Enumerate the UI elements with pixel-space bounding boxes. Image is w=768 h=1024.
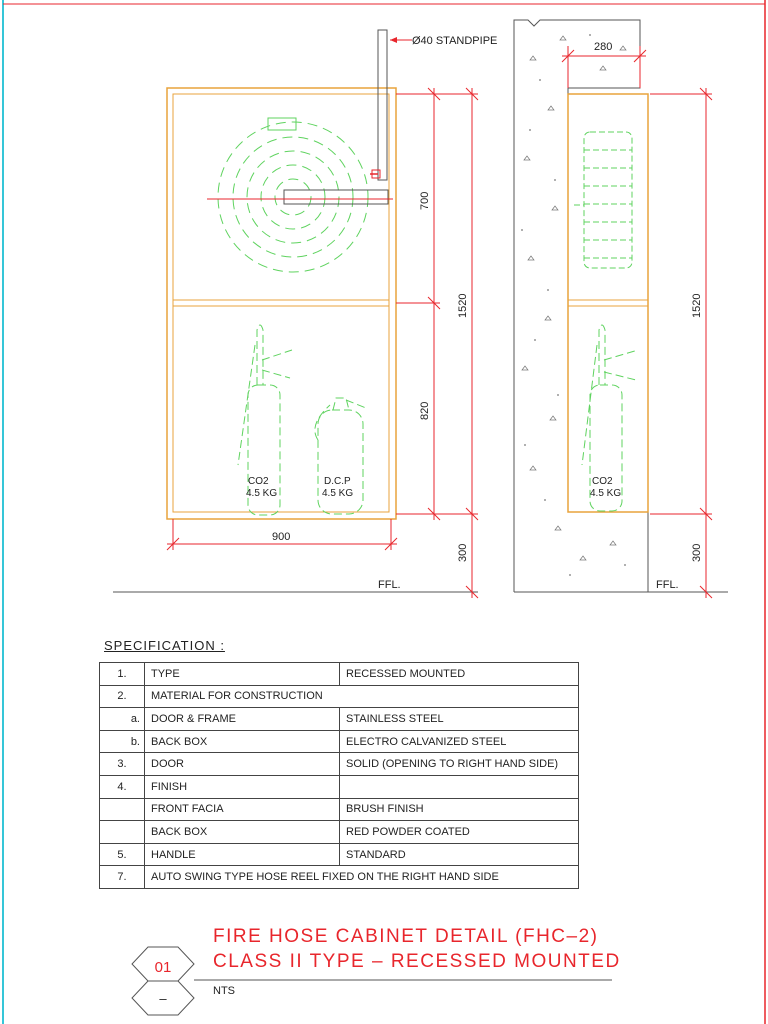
spec-item: BACK BOX	[145, 821, 340, 844]
specification-title: SPECIFICATION :	[104, 638, 225, 653]
spec-item: TYPE	[145, 663, 340, 686]
cabinet-frame	[167, 88, 396, 519]
spec-no	[100, 798, 145, 821]
spec-no: a.	[100, 708, 145, 731]
spec-value: STAINLESS STEEL	[340, 708, 579, 731]
hose-reel-icon	[218, 122, 368, 272]
reel-arm	[284, 190, 388, 204]
co2-side-weight-label: 4.5 KG	[590, 488, 622, 499]
spec-item: FRONT FACIA	[145, 798, 340, 821]
spec-no: 1.	[100, 663, 145, 686]
spec-no: b.	[100, 730, 145, 753]
spec-value: RED POWDER COATED	[340, 821, 579, 844]
spec-no: 4.	[100, 775, 145, 798]
table-row	[100, 753, 579, 776]
ffl-label-front: FFL.	[378, 579, 401, 591]
side-section	[514, 20, 728, 598]
spec-value: BRUSH FINISH	[340, 798, 579, 821]
dim-1520-label: 1520	[457, 293, 469, 318]
table-row	[100, 866, 579, 889]
table-row	[100, 775, 579, 798]
scale-note: NTS	[213, 985, 235, 997]
standpipe	[378, 30, 387, 180]
dimension-line-1520-300-side	[650, 88, 712, 598]
detail-number: 01	[154, 959, 172, 976]
front-elevation	[113, 30, 497, 598]
dim-300-side-label: 300	[691, 543, 703, 562]
table-row	[100, 821, 579, 844]
hose-nozzle-icon	[268, 118, 296, 130]
spec-value: RECESSED MOUNTED	[340, 663, 579, 686]
table-row	[100, 685, 579, 708]
dim-1520-side-label: 1520	[691, 293, 703, 318]
co2-side-label: CO2	[592, 476, 613, 487]
dim-900-label: 900	[272, 531, 291, 543]
table-row	[100, 843, 579, 866]
table-row	[100, 708, 579, 731]
co2-label: CO2	[248, 476, 269, 487]
table-row	[100, 663, 579, 686]
standpipe-label: Ø40 STANDPIPE	[412, 35, 498, 47]
co2-weight-label: 4.5 KG	[246, 488, 278, 499]
table-row	[100, 730, 579, 753]
dim-300-label: 300	[457, 543, 469, 562]
spec-item: MATERIAL FOR CONSTRUCTION	[145, 685, 579, 708]
spec-item: DOOR & FRAME	[145, 708, 340, 731]
spec-item: HANDLE	[145, 843, 340, 866]
spec-item: BACK BOX	[145, 730, 340, 753]
spec-no: 5.	[100, 843, 145, 866]
spec-no: 2.	[100, 685, 145, 708]
table-row	[100, 798, 579, 821]
drawing-title-line1: FIRE HOSE CABINET DETAIL (FHC–2)	[213, 926, 599, 947]
dimension-line-1520-300	[400, 88, 478, 598]
spec-no: 7.	[100, 866, 145, 889]
sheet-ref: –	[159, 991, 167, 1006]
spec-no: 3.	[100, 753, 145, 776]
spec-value: ELECTRO CALVANIZED STEEL	[340, 730, 579, 753]
spec-item: FINISH	[145, 775, 340, 798]
spec-item: DOOR	[145, 753, 340, 776]
standpipe-arrow	[390, 37, 397, 43]
dcp-label: D.C.P	[324, 476, 351, 487]
ffl-label-side: FFL.	[656, 579, 679, 591]
dim-280-label: 280	[594, 41, 613, 53]
drawing-title-line2: CLASS II TYPE – RECESSED MOUNTED	[213, 951, 621, 972]
dim-820-label: 820	[419, 401, 431, 420]
spec-item: AUTO SWING TYPE HOSE REEL FIXED ON THE RIGHT HAND SIDE	[145, 866, 579, 889]
spec-no	[100, 821, 145, 844]
hose-reel-side-icon	[574, 132, 632, 268]
specification-table	[99, 662, 579, 889]
spec-value: SOLID (OPENING TO RIGHT HAND SIDE)	[340, 753, 579, 776]
spec-value	[340, 775, 579, 798]
spec-value: STANDARD	[340, 843, 579, 866]
dimension-line-700-820	[396, 88, 440, 520]
cabinet-section	[568, 94, 648, 512]
dim-700-label: 700	[419, 191, 431, 210]
cabinet-inner-frame	[173, 94, 389, 512]
dcp-weight-label: 4.5 KG	[322, 488, 354, 499]
